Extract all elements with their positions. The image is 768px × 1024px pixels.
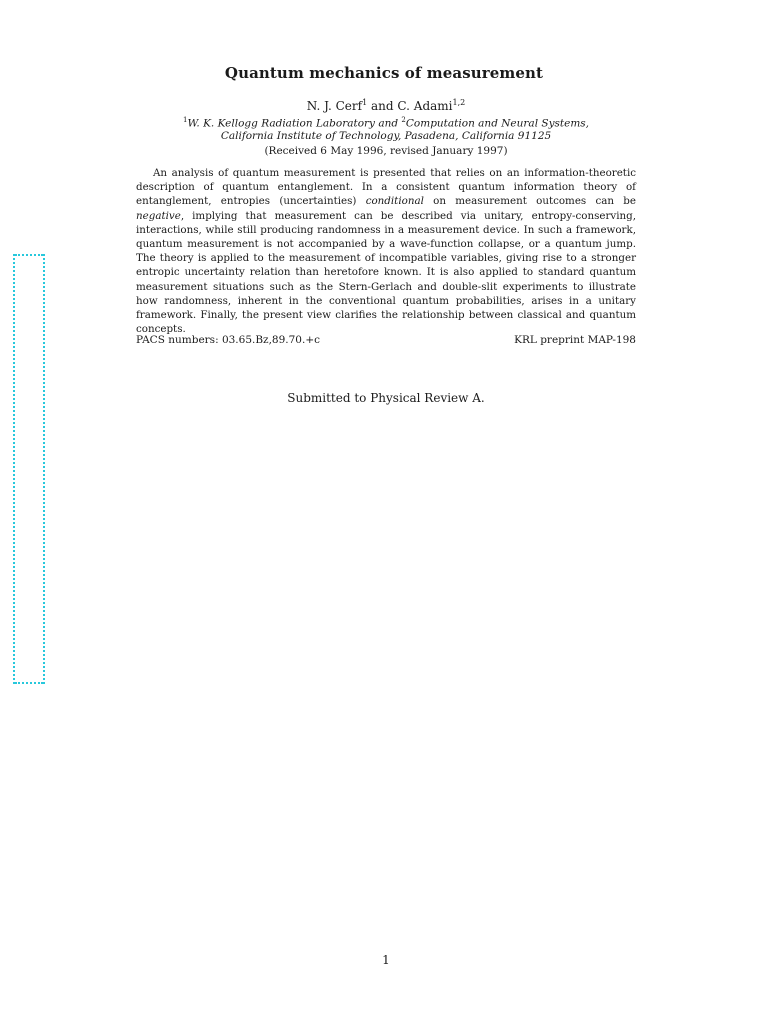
submission-note: Submitted to Physical Review A. bbox=[287, 391, 485, 405]
author-name: C. Adami bbox=[397, 99, 453, 113]
abstract-emphasis: conditional bbox=[365, 195, 424, 208]
abstract-text: on measurement outcomes can be bbox=[423, 195, 636, 208]
affiliation-line bbox=[0, 116, 768, 130]
abstract-text: An analysis of quantum measurement is presented that relies on an information-theoretic description of quantum entanglement. In a consistent quantum information theory of entanglement, entropies (uncertainties) bbox=[136, 167, 636, 208]
affiliation-mark: 1 bbox=[362, 98, 368, 107]
affiliation-mark: 1 bbox=[182, 116, 188, 124]
received-date: (Received 6 May 1996, revised January 1997) bbox=[264, 145, 508, 157]
paper-title: Quantum mechanics of measurement bbox=[224, 64, 544, 82]
affiliation-text: W. K. Kellogg Radiation Laboratory and bbox=[187, 117, 402, 130]
page-number: 1 bbox=[382, 953, 390, 967]
affiliation-line: California Institute of Technology, Pasadena, California 91125 bbox=[220, 130, 552, 142]
affiliation-mark: 1,2 bbox=[452, 98, 466, 107]
abstract-text: , implying that measurement can be described via unitary, entropy-conserving, interactions, while still producing randomness in a measurement device. In such a framework, quantum measurement is not accompanied by a wave-function collapse, or a quantum jump. The theory is applied to the measurement of incompatible variables, giving rise to a stronger entropic uncertainty relation than heretofore known. It is also applied to standard quantum measurement situations such as the Stern-Gerlach and double-slit experiments to illustrate how randomness, inherent in the conventional quantum probabilities, arises in a unitary framework. Finally, the present view clarifies the relationship between classical and quantum concepts. bbox=[136, 209, 636, 336]
abstract-emphasis: negative bbox=[136, 209, 181, 222]
author-connector: and bbox=[367, 99, 398, 113]
arxiv-stamp-frame bbox=[13, 254, 45, 684]
pacs-numbers: PACS numbers: 03.65.Bz,89.70.+c bbox=[136, 334, 321, 346]
abstract bbox=[136, 166, 636, 336]
author-name: N. J. Cerf bbox=[306, 99, 363, 113]
author-line bbox=[0, 98, 768, 113]
affiliation-text: Computation and Neural Systems, bbox=[405, 117, 590, 130]
affiliation-mark: 2 bbox=[401, 116, 406, 124]
preprint-number: KRL preprint MAP-198 bbox=[514, 334, 636, 346]
